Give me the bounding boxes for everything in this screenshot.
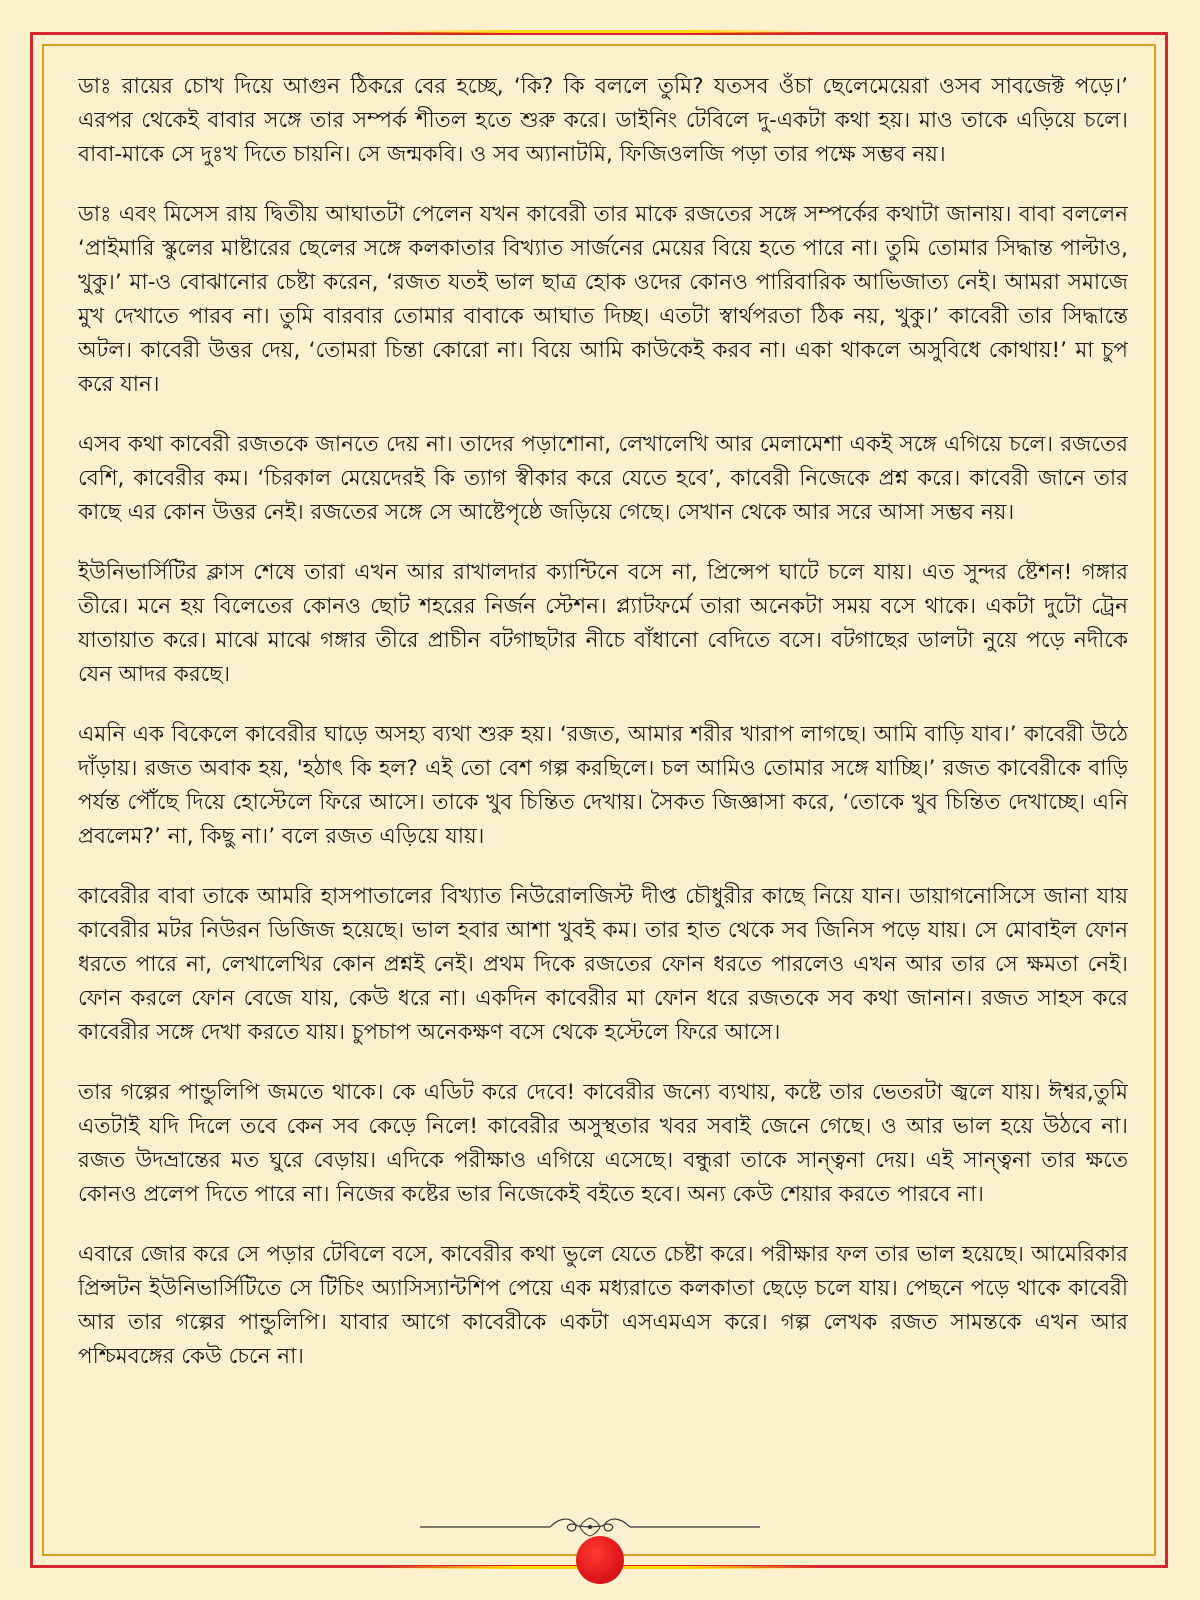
red-dot-seal-icon <box>576 1536 624 1584</box>
paragraph-5: এমনি এক বিকেলে কাবেরীর ঘাড়ে অসহ্য ব্যথা শুরু হয়। ‘রজত, আমার শরীর খারাপ লাগছে। আমি বাড়ি যাব।’ কাবেরী উঠে দাঁড়ায়। রজত অবাক হয়, 'হঠাৎ কি হল? এই তো বেশ গল্প করছিলে। চল আমিও তোমার সঙ্গে যাচ্ছি।’ রজত কাবেরীকে বাড়ি পর্যন্ত পৌঁছে দিয়ে হোস্টেলে ফিরে আসে। তাকে খুব চিন্তিত দেখায়। সৈকত জিজ্ঞাসা করে, ‘তোকে খুব চিন্তিত দেখাচ্ছে। এনি প্রবলেম?’ না, কিছু না।’ বলে রজত এড়িয়ে যায়। <box>78 722 1128 849</box>
paragraph-3: এসব কথা কাবেরী রজতকে জানতে দেয় না। তাদের পড়াশোনা, লেখালেখি আর মেলামেশা একই সঙ্গে এগিয়ে চলে। রজতের বেশি, কাবেরীর কম। ‘চিরকাল মেয়েদেরই কি ত্যাগ স্বীকার করে যেতে হবে’, কাবেরী নিজেকে প্রশ্ন করে। কাবেরী জানে তার কাছে এর কোন উত্তর নেই। রজতের সঙ্গে সে আষ্টেপৃষ্ঠে জড়িয়ে গেছে। সেখান থেকে আর সরে আসা সম্ভব নয়। <box>78 432 1128 525</box>
story-text <box>78 70 1128 1480</box>
paragraph-6: কাবেরীর বাবা তাকে আমরি হাসপাতালের বিখ্যাত নিউরোলজিস্ট দীপ্ত চৌধুরীর কাছে নিয়ে যান। ডায়াগনোসিসে জানা যায় কাবেরীর মটর নিউরন ডিজিজ হয়েছে। ভাল হবার আশা খুবই কম। তার হাত থেকে সব জিনিস পড়ে যায়। সে মোবাইল ফোন ধরতে পারে না, লেখালেখির কোন প্রশ্নই নেই। প্রথম দিকে রজতের ফোন ধরতে পারলেও এখন আর তার সে ক্ষমতা নেই। ফোন করলে ফোন বেজে যায়, কেউ ধরে না। একদিন কাবেরীর মা ফোন ধরে রজতকে সব কথা জানান। রজত সাহস করে কাবেরীর সঙ্গে দেখা করতে যায়। চুপচাপ অনেকক্ষণ বসে থেকে হস্টেলে ফিরে আসে। <box>78 884 1128 1045</box>
paragraph-4: ইউনিভার্সিটির ক্লাস শেষে তারা এখন আর রাখালদার ক্যান্টিনে বসে না, প্রিন্সেপ ঘাটে চলে যায়। এত সুন্দর ষ্টেশন! গঙ্গার তীরে। মনে হয় বিলেতের কোনও ছোট শহরের নির্জন স্টেশন। প্ল্যাটফর্মে তারা অনেকটা সময় বসে থাকে। একটা দুটো ট্রেন যাতায়াত করে। মাঝে মাঝে গঙ্গার তীরে প্রাচীন বটগাছটার নীচে বাঁধানো বেদিতে বসে। বটগাছের ডালটা নুয়ে পড়ে নদীকে যেন আদর করছে। <box>78 560 1128 687</box>
paragraph-2: ডাঃ এবং মিসেস রায় দ্বিতীয় আঘাতটা পেলেন যখন কাবেরী তার মাকে রজতের সঙ্গে সম্পর্কের কথাটা জানায়। বাবা বললেন ‘প্রাইমারি স্কুলের মাষ্টারের ছেলের সঙ্গে কলকাতার বিখ্যাত সার্জনের মেয়ের বিয়ে হতে পারে না। তুমি তোমার সিদ্ধান্ত পাল্টাও, খুকু।’ মা-ও বোঝানোর চেষ্টা করেন, ‘রজত যতই ভাল ছাত্র হোক ওদের কোনও পারিবারিক আভিজাত্য নেই। আমরা সমাজে মুখ দেখাতে পারব না। তুমি বারবার তোমার বাবাকে আঘাত দিচ্ছ। এতটা স্বার্থপরতা ঠিক নয়, খুকু।’ কাবেরী তার সিদ্ধান্তে অটল। কাবেরী উত্তর দেয়, ‘তোমরা চিন্তা কোরো না। বিয়ে আমি কাউকেই করব না। একা থাকলে অসুবিধে কোথায়!’ মা চুপ করে যান। <box>78 202 1128 397</box>
paragraph-1: ডাঃ রায়ের চোখ দিয়ে আগুন ঠিকরে বের হচ্ছে, ‘কি? কি বললে তুমি? যতসব ওঁচা ছেলেমেয়েরা ওসব সাবজেক্ট পড়ে।’ এরপর থেকেই বাবার সঙ্গে তার সম্পর্ক শীতল হতে শুরু করে। ডাইনিং টেবিলে দু-একটা কথা হয়। মাও তাকে এড়িয়ে চলে। বাবা-মাকে সে দুঃখ দিতে চায়নি। সে জন্মকবি। ও সব অ্যানাটমি, ফিজিওলজি পড়া তার পক্ষে সম্ভব নয়। <box>78 74 1128 167</box>
paragraph-8: এবারে জোর করে সে পড়ার টেবিলে বসে, কাবেরীর কথা ভুলে যেতে চেষ্টা করে। পরীক্ষার ফল তার ভাল হয়েছে। আমেরিকার প্রিন্সটন ইউনিভার্সিটিতে সে টিচিং অ্যাসিস্যান্টশিপ পেয়ে এক মধ্যরাতে কলকাতা ছেড়ে চলে যায়। পেছনে পড়ে থাকে কাবেরী আর তার গল্পের পান্ডুলিপি। যাবার আগে কাবেরীকে একটা এসএমএস করে। গল্প লেখক রজত সামন্তকে এখন আর পশ্চিমবঙ্গের কেউ চেনে না। <box>78 1242 1128 1369</box>
paragraph-7: তার গল্পের পান্ডুলিপি জমতে থাকে। কে এডিট করে দেবে! কাবেরীর জন্যে ব্যথায়, কষ্টে তার ভেতরটা জ্বলে যায়। ঈশ্বর,তুমি এতটাই যদি দিলে তবে কেন সব কেড়ে নিলে! কাবেরীর অসুস্থতার খবর সবাই জেনে গেছে। ও আর ভাল হয়ে উঠবে না। রজত উদভ্রান্তের মত ঘুরে বেড়ায়। এদিকে পরীক্ষাও এগিয়ে এসেছে। বন্ধুরা তাকে সান্ত্বনা দেয়। এই সান্ত্বনা তার ক্ষতে কোনও প্রলেপ দিতে পারে না। নিজের কষ্টের ভার নিজেকেই বইতে হবে। অন্য কেউ শেয়ার করতে পারবে না। <box>78 1080 1128 1207</box>
top-accent-bar <box>380 30 820 33</box>
